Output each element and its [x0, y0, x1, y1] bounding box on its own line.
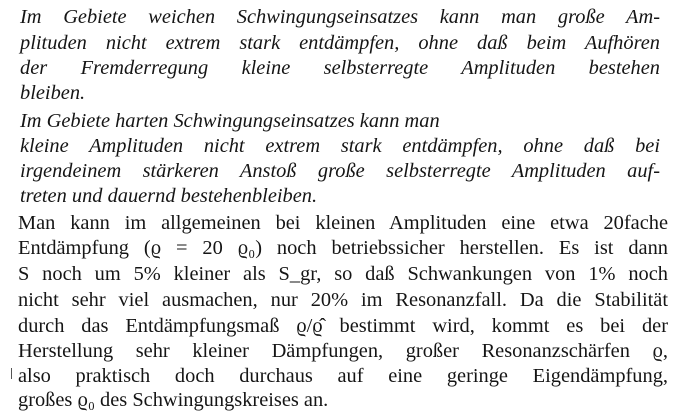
margin-mark	[11, 368, 12, 379]
paragraph-3-line-8: großes ϱ₀ des Schwingungskreises an.	[18, 389, 329, 411]
paragraph-2-line-3: irgendeinem stärkeren Anstoß große selbsterregte Amplituden auf-	[20, 160, 660, 182]
paragraph-1-line-1: Im Gebiete weichen Schwingungseinsatzes kann man große Am-	[20, 6, 660, 28]
paragraph-2-line-4: treten und dauernd bestehenbleiben.	[20, 185, 318, 207]
paragraph-1-line-2: plituden nicht extrem stark entdämpfen, ohne daß beim Aufhören	[20, 32, 660, 54]
paragraph-1-line-3: der Fremderregung kleine selbsterregte Amplituden bestehen	[20, 57, 660, 79]
paragraph-3-line-6: Herstellung sehr kleiner Dämpfungen, großer Resonanzschärfen ϱ,	[18, 340, 668, 362]
paragraph-3-line-7: also praktisch doch durchaus auf eine geringe Eigendämpfung,	[18, 365, 668, 387]
paragraph-3-line-2: Entdämpfung (ϱ = 20 ϱ₀) noch betriebssicher herstellen. Es ist dann	[18, 237, 668, 259]
paragraph-2-line-2: kleine Amplituden nicht extrem stark entdämpfen, ohne daß bei	[20, 135, 660, 157]
paragraph-3-line-1: Man kann im allgemeinen bei kleinen Amplituden eine etwa 20fache	[18, 212, 668, 234]
paragraph-3-line-5: durch das Entdämpfungsmaß ϱ/ϱ̂ bestimmt wird, kommt es bei der	[18, 315, 668, 337]
paragraph-1-line-4: bleiben.	[20, 82, 86, 104]
paragraph-2-line-1: Im Gebiete harten Schwingungseinsatzes kann man	[20, 110, 440, 132]
paragraph-3-line-3: S noch um 5% kleiner als S_gr, so daß Schwankungen von 1% noch	[18, 263, 668, 285]
paragraph-3-line-4: nicht sehr viel ausmachen, nur 20% im Resonanzfall. Da die Stabilität	[18, 289, 668, 311]
